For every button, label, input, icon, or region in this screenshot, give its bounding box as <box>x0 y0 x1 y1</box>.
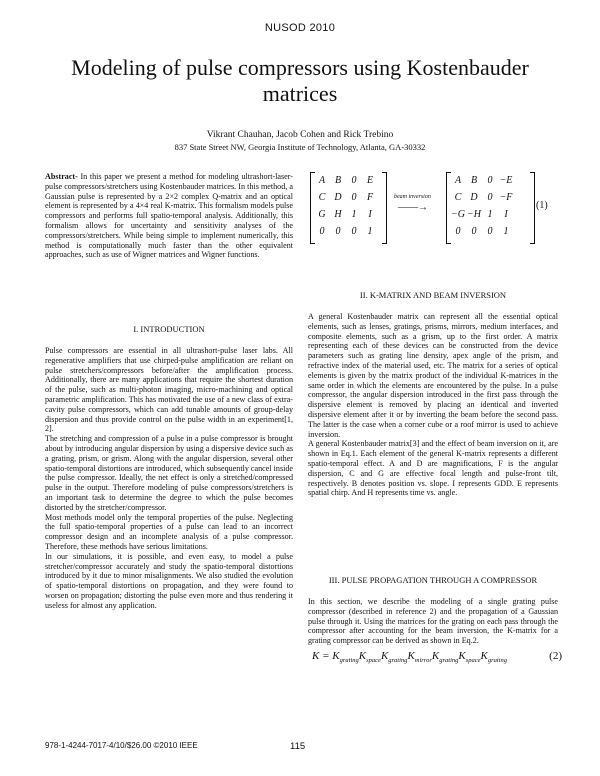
abstract <box>45 172 293 260</box>
matrix-cell: D <box>334 192 342 203</box>
section-propagation-heading: III. PULSE PROPAGATION THROUGH A COMPRESSOR <box>328 575 538 585</box>
eq2-term: $K_{grating}$ <box>380 650 408 665</box>
section-kmatrix-heading: II. K-MATRIX AND BEAM INVERSION <box>359 290 507 300</box>
paper-title: Modeling of pulse compressors using Kostenbauder matrices <box>71 55 529 106</box>
abstract-label: Abstract- <box>45 172 78 181</box>
equation-2 <box>312 650 562 664</box>
intro-paragraph: Most methods model only the temporal properties of the pulse. Neglecting the full spatio-temporal properties of a pulse can lead to an incorrect compressor design and an incomplete analysis of a pulse compressor. Therefore, these methods have serious limitations. <box>45 512 293 551</box>
intro-paragraph: Pulse compressors are essential in all ultrashort-pulse laser labs. All regenerative amplifiers that use chirped-pulse amplification are reliant on pulse stretchers/compressors before/after the amplification process. Additionally, there are many applications that require the shortest duration of the pulse, such as multi-photon imaging, micro-machining and optical parametric amplification. This has motivated the use of a new class of extra-cavity pulse compressors, which can add tunable amounts of group-delay dispersion and thus provide control on the pulse width in an experiment[1, 2]. <box>45 346 293 434</box>
intro-paragraph: The stretching and compression of a pulse in a pulse compressor is brought about by introducing angular dispersion by using a dispersive device such as a grating, prism, or grism. Along with the angular dispersion, several other spatio-temporal distortions are introduced, which subsequently cancel inside the pulse compressor. Ideally, the net effect is only a stretched/compressed pulse in the output. Therefore modeling of pulse compressors/stretchers is an important task to determine the degree to which the pulse becomes distorted by the stretcher/compressor. <box>45 434 293 512</box>
eq2-term: $K_{space}$ <box>458 650 481 665</box>
matrix-cell: A <box>318 175 326 186</box>
matrix-cell: −G <box>451 209 465 220</box>
matrix-cell: −F <box>499 192 513 203</box>
sec2-paragraph: A general Kostenbauder matrix[3] and the effect of beam inversion on it, are shown in Eq.1. Each element of the general K-matrix represents a different spatio-temporal effect. A and D are magnifications, F is the angular dispersion, C and G are effective focal length and pulse-front tilt, respectively. B denotes position vs. slope. I represents GDD. E represents spatial chirp. And H represents time vs. angle. <box>308 439 558 498</box>
eq2-term: $K_{space}$ <box>358 650 381 665</box>
matrix-cell: H <box>334 209 342 220</box>
equation-1 <box>306 172 564 272</box>
equation-2-number: (2) <box>549 650 562 662</box>
eq2-equals: = <box>319 650 333 662</box>
matrix-cell: I <box>368 209 372 220</box>
sec2-paragraph: A general Kostenbauder matrix can represent all the essential optical elements, such as lenses, gratings, prisms, mirrors, medium interfaces, and composite elements, such as a grism, up to the first order. A matrix representing each of these devices can be constructed from the device parameters such as grating line density, apex angle of the prism, and refractive index of the material used, etc. The matrix for a series of optical elements is given by the matrix product of the individual K-matrices in the same order in which the elements are encountered by the pulse. In a pulse compressor, the angular dispersion introduced in the first pass through the dispersive element is removed by placing an identical and inverted dispersive element after it or by inverting the beam before the second pass. The latter is the case when a corner cube or a roof mirror is used to achieve inversion. <box>308 312 558 439</box>
matrix-cell: I <box>504 209 508 220</box>
k-matrix-inverted <box>446 172 514 240</box>
matrix-cell: 1 <box>487 209 493 220</box>
matrix-cell: D <box>470 192 478 203</box>
page-number: 115 <box>290 741 306 752</box>
matrix-cell: −H <box>467 209 481 220</box>
matrix-cell: 1 <box>503 226 509 237</box>
matrix-cell: 0 <box>487 175 493 186</box>
affiliation: 837 State Street NW, Georgia Institute of Technology, Atlanta, GA-30332 <box>174 142 426 152</box>
matrix-cell: −E <box>499 175 513 186</box>
arrow-icon: ——→ <box>398 202 428 213</box>
matrix-cell: 0 <box>487 226 493 237</box>
eq2-term: $K_{mirror}$ <box>407 650 432 665</box>
matrix-cell: E <box>366 175 374 186</box>
matrix-cell: 1 <box>351 209 357 220</box>
matrix-cell: B <box>334 175 342 186</box>
conference-header: NUSOD 2010 <box>264 22 336 34</box>
matrix-cell: 0 <box>351 175 357 186</box>
eq2-term: $K_{grating}$ <box>431 650 459 665</box>
matrix-cell: 1 <box>367 226 373 237</box>
copyright-footer: 978-1-4244-7017-4/10/$26.00 ©2010 IEEE <box>45 741 198 750</box>
eq2-term: $K_{grating}$ <box>480 650 508 665</box>
equation-1-number: (1) <box>536 200 548 211</box>
eq2-term: $K_{grating}$ <box>332 650 359 665</box>
sec3-paragraph: In this section, we describe the modeling of a single grating pulse compressor (described in reference 2) and the propagation of a Gaussian pulse through it. Using the matrices for the grating on each pass through the compressor after accounting for the beam inversion, the K-matrix for a grating compressor can be derived as shown in Eq.2. <box>308 597 558 646</box>
section-introduction-heading: I. INTRODUCTION <box>133 324 205 334</box>
matrix-cell: G <box>318 209 326 220</box>
matrix-cell: C <box>454 192 462 203</box>
matrix-cell: 0 <box>471 226 477 237</box>
matrix-cell: 0 <box>351 226 357 237</box>
matrix-cell: 0 <box>455 226 461 237</box>
matrix-cell: 0 <box>319 226 325 237</box>
section3-body <box>308 597 558 646</box>
k-matrix-general <box>310 172 378 240</box>
matrix-cell: A <box>454 175 462 186</box>
matrix-cell: B <box>470 175 478 186</box>
authors: Vikrant Chauhan, Jacob Cohen and Rick Trebino <box>206 130 394 140</box>
arrow-label: beam inversion <box>394 194 431 200</box>
section2-body <box>308 312 558 498</box>
matrix-cell: C <box>318 192 326 203</box>
eq2-lhs: K <box>312 650 320 662</box>
matrix-cell: 0 <box>335 226 341 237</box>
intro-paragraph: In our simulations, it is possible, and even easy, to model a pulse stretcher/compressor accurately and study the spatio-temporal distortions introduced by it due to minor misalignments. We also studied the evolution of spatio-temporal distortions on propagation, and they were found to worsen on propagation; distorting the pulse even more and thus rendering it useless for almost any application. <box>45 551 293 610</box>
matrix-cell: 0 <box>351 192 357 203</box>
matrix-cell: 0 <box>487 192 493 203</box>
introduction-body <box>45 346 293 611</box>
matrix-cell: F <box>366 192 374 203</box>
abstract-text: In this paper we present a method for modeling ultrashort-laser-pulse compressors/stretchers using Kostenbauder matrices. In this method, a Gaussian pulse is represented by a 2×2 complex Q-matrix and an optical element is represented by a 4×4 real K-matrix. This formalism models pulse compressors and performs full spatio-temporal analysis. Additionally, this formalism allows for uncertainty and sensitivity analyses of the compressors/stretchers. While being simple to implement numerically, this method is computationally much faster than the other equivalent approaches, such as use of Wigner matrices and Wigner functions. <box>45 172 293 260</box>
